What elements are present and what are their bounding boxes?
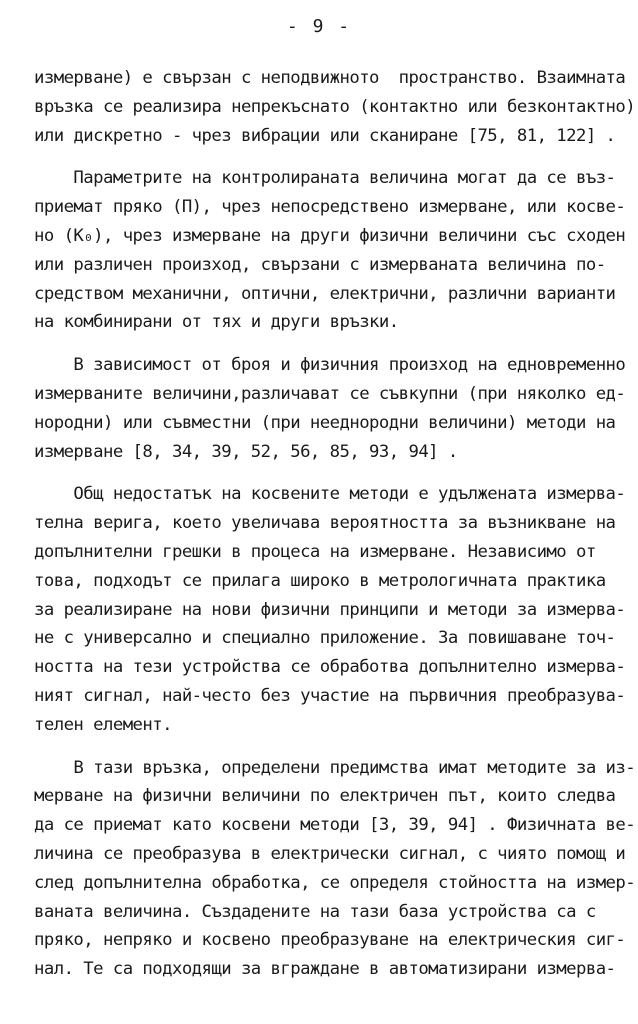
text-line: мерване на физични величини по електричен път, които следва [34,786,616,807]
text-line: В зависимост от броя и физичния произход на едновременно [34,355,626,376]
text-line: Параметрите на контролираната величина могат да се въз- [34,168,616,189]
body-text [34,64,634,984]
text-line: В тази връзка, определени предимства имат методите за из- [34,757,636,778]
text-line: пряко, непряко и косвено преобразуване на електрическия сиг- [34,930,626,951]
text-line: приемат пряко (П), чрез непосредствено измерване, или косве- [34,197,626,218]
text-line: ният сигнал, най-често без участие на първичния преобразува- [34,685,626,706]
text-line: но (К₀), чрез измерване на други физични величини със сходен [34,225,626,246]
text-line: Общ недостатък на косвените методи е удължената измерва- [34,484,626,505]
paragraph-2 [34,164,634,337]
text-line: нородни) или съвместни (при нееднородни величини) методи на [34,412,616,433]
text-line: нал. Те са подходящи за вграждане в автоматизирани измерва- [34,959,616,980]
text-line: да се приемат като косвени методи [3, 39, 94] . Физичната ве- [34,815,636,836]
paragraph-5 [34,754,634,984]
text-line: измерване [8, 34, 39, 52, 56, 85, 93, 94] . [34,441,458,462]
text-line: на комбинирани от тях и други връзки. [34,312,399,333]
text-line: ността на тези устройства се обработва допълнително измерва- [34,657,626,678]
text-line: след допълнителна обработка, се определя стойността на измер- [34,872,636,893]
paragraph-3 [34,351,634,466]
text-line: връзка се реализира непрекъснато (контактно или безконтактно) [34,96,636,117]
text-line: не с универсално и специално приложение. За повишаване точ- [34,628,616,649]
text-line: или дискретно - чрез вибрации или сканиране [75, 81, 122] . [34,125,616,146]
text-line: ваната величина. Създадените на тази база устройства са с [34,901,596,922]
text-line: за реализиране на нови физични принципи и методи за измерва- [34,599,626,620]
page-number: - 9 - [286,16,352,37]
text-line: това, подходът се прилага широко в метрологичната практика [34,570,606,591]
paragraph-4 [34,480,634,739]
text-line: телен елемент. [34,714,172,735]
text-line: измерване) е свързан с неподвижното пространство. Взаимната [34,68,626,88]
text-line: или различен произход, свързани с измерваната величина по- [34,254,606,275]
text-line: допълнителни грешки в процеса на измерване. Независимо от [34,541,596,562]
text-line: средством механични, оптични, електрични, различни варианти [34,283,616,304]
paragraph-1 [34,64,634,150]
text-line: телна верига, което увеличава вероятността за възникване на [34,513,616,534]
text-line: измерваните величини,различават се съвкупни (при няколко ед- [34,383,626,404]
text-line: личина се преобразува в електрически сигнал, с чиято помощ и [34,843,626,864]
